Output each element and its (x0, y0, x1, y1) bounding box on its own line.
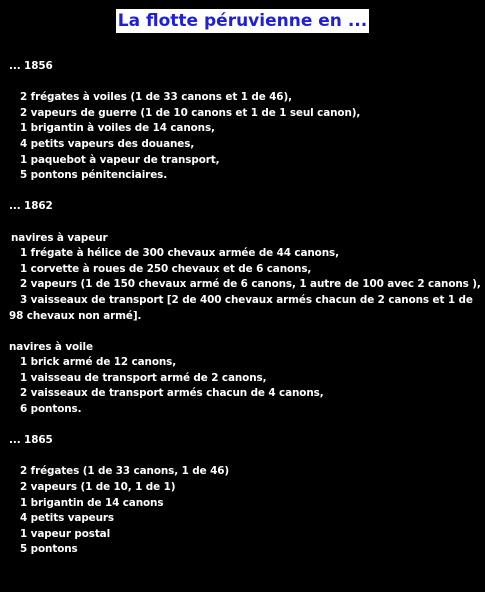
list-item: 4 petits vapeurs des douanes, (20, 137, 195, 150)
subheading-steam-ships: navires à vapeur (11, 231, 108, 244)
list-item: 1 vapeur postal (20, 527, 111, 540)
spacer (9, 75, 479, 91)
title-container (0, 9, 485, 33)
list-item: 2 vapeurs (1 de 10, 1 de 1) (20, 481, 176, 494)
list-item: 2 vapeurs (1 de 150 chevaux armé de 6 canons, 1 autre de 100 avec 2 canons ), (20, 278, 481, 291)
list-item: 4 petits vapeurs (20, 512, 115, 525)
list-item: 1 brick armé de 12 canons, (20, 356, 177, 369)
list-item (9, 293, 479, 324)
spacer (9, 215, 479, 231)
subheading-sail-ships: navires à voile (9, 340, 93, 353)
list-item-text: 3 vaisseaux de transport [2 de 400 chevaux armés chacun de 2 canons et 1 de 98 chevaux non armé]. (9, 293, 473, 322)
spacer (9, 184, 479, 200)
list-item: 1 paquebot à vapeur de transport, (20, 153, 220, 166)
page-title: La flotte péruvienne en ... (117, 11, 368, 31)
list-item: 1 brigantin à voiles de 14 canons, (20, 122, 215, 135)
list-item: 6 pontons. (20, 403, 82, 416)
spacer (9, 418, 479, 434)
heading-1862: ... 1862 (9, 200, 53, 213)
fleet-document (9, 59, 479, 558)
heading-1856: ... 1856 (9, 60, 53, 72)
list-item: 1 corvette à roues de 250 chevaux et de 6 canons, (20, 262, 312, 275)
list-item: 2 vaisseaux de transport armés chacun de 4 canons, (20, 387, 324, 400)
list-item: 5 pontons (20, 543, 78, 556)
list-item: 2 frégates à voiles (1 de 33 canons et 1 de 46), (20, 91, 292, 104)
spacer (9, 324, 479, 340)
spacer (9, 449, 479, 465)
list-item: 1 frégate à hélice de 300 chevaux armée de 44 canons, (20, 247, 339, 260)
list-item: 1 vaisseau de transport armé de 2 canons, (20, 371, 267, 384)
list-item: 5 pontons pénitenciaires. (20, 169, 168, 182)
list-item: 2 vapeurs de guerre (1 de 10 canons et 1 de 1 seul canon), (20, 106, 361, 119)
heading-1865: ... 1865 (9, 434, 53, 447)
list-item: 1 brigantin de 14 canons (20, 496, 164, 509)
list-item: 2 frégates (1 de 33 canons, 1 de 46) (20, 465, 229, 478)
